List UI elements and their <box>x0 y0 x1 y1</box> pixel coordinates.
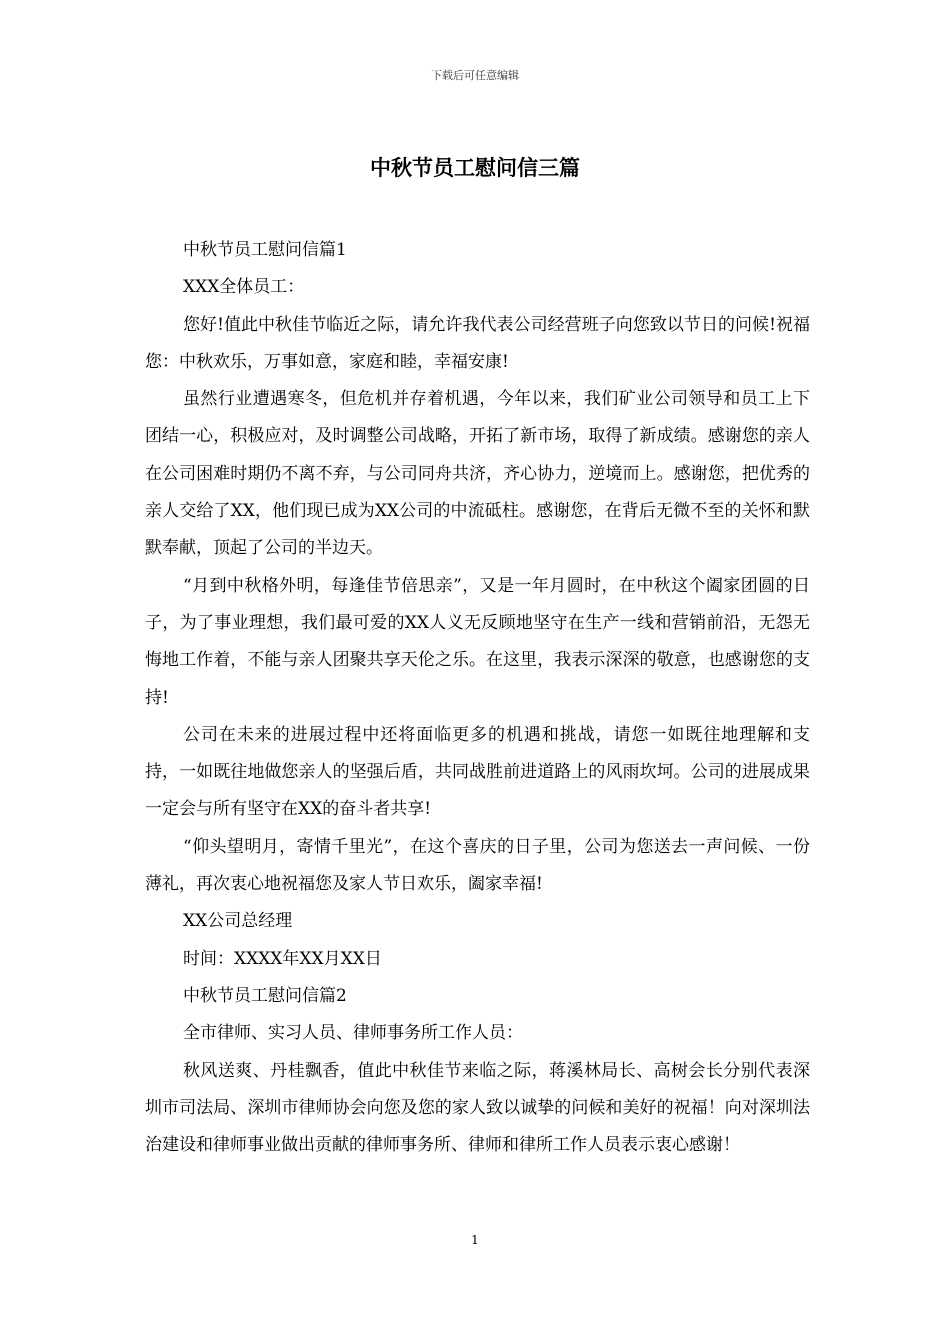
paragraph: 您好!值此中秋佳节临近之际，请允许我代表公司经营班子向您致以节日的问候!祝福您：中秋欢乐，万事如意，家庭和睦，幸福安康! <box>145 314 810 372</box>
paragraph: 时间：XXXX年XX月XX日 <box>183 948 382 969</box>
paragraph: 中秋节员工慰问信篇2 <box>183 985 347 1006</box>
paragraph: 虽然行业遭遇寒冬，但危机并存着机遇，今年以来，我们矿业公司领导和员工上下团结一心，积极应对，及时调整公司战略，开拓了新市场，取得了新成绩。感谢您的亲人在公司困难时期仍不离不弃，与公司同舟共济，齐心协力，逆境而上。感谢您，把优秀的亲人交给了XX，他们现已成为XX公司的中流砥柱。感谢您，在背后无微不至的关怀和默默奉献，顶起了公司的半边天。 <box>145 389 810 559</box>
paragraph: 中秋节员工慰问信篇1 <box>183 240 347 260</box>
paragraph: 秋风送爽、丹桂飘香，值此中秋佳节来临之际，蒋溪林局长、高树会长分别代表深圳市司法局、深圳市律师协会向您及您的家人致以诚挚的问候和美好的祝福！向对深圳法治建设和律师事业做出贡献的律师事务所、律师和律所工作人员表示衷心感谢！ <box>145 1060 810 1156</box>
paragraph: “仰头望明月，寄情千里光”，在这个喜庆的日子里，公司为您送去一声问候、一份薄礼，再次衷心地祝福您及家人节日欢乐，阖家幸福! <box>145 836 810 895</box>
document-title: 中秋节员工慰问信三篇 <box>370 156 580 180</box>
paragraph: “月到中秋格外明，每逢佳节倍思亲”，又是一年月圆时，在中秋这个阖家团圆的日子，为了事业理想，我们最可爱的XX人义无反顾地坚守在生产一线和营销前沿，无怨无悔地工作着，不能与亲人团聚共享天伦之乐。在这里，我表示深深的敬意，也感谢您的支持! <box>145 575 810 708</box>
paragraph: 公司在未来的进展过程中还将面临更多的机遇和挑战，请您一如既往地理解和支持，一如既往地做您亲人的坚强后盾，共同战胜前进道路上的风雨坎坷。公司的进展成果一定会与所有坚守在XX的奋斗者共享! <box>145 724 810 820</box>
paragraph: XXX全体员工： <box>183 277 305 298</box>
page-number: 1 <box>471 1233 479 1247</box>
header-note: 下载后可任意编辑 <box>431 69 519 82</box>
document-body <box>145 232 810 1164</box>
paragraph: XX公司总经理 <box>183 911 293 932</box>
paragraph: 全市律师、实习人员、律师事务所工作人员： <box>183 1023 523 1044</box>
